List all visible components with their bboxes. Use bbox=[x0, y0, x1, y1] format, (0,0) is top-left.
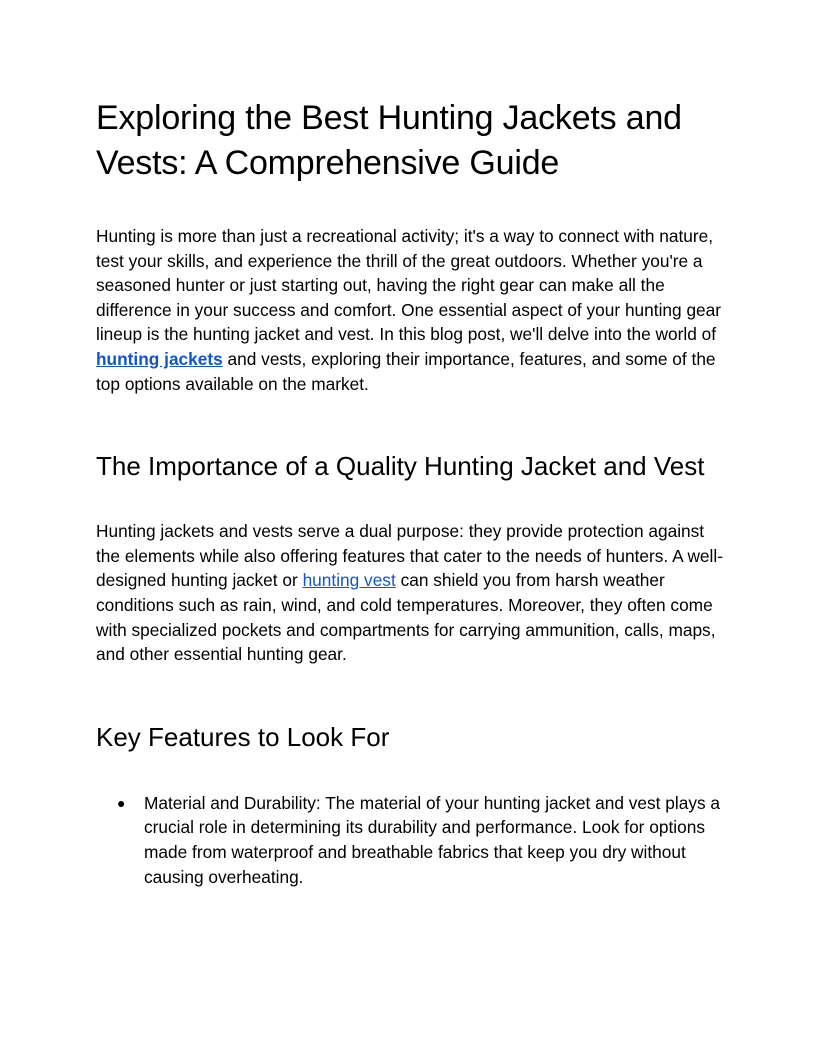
intro-paragraph bbox=[96, 224, 726, 396]
hunting-vest-link[interactable]: hunting vest bbox=[302, 570, 396, 591]
intro-text-after-link: and vests, exploring their importance, features, and some of the top options available on the market. bbox=[96, 348, 716, 394]
document-page bbox=[96, 96, 726, 889]
list-item bbox=[96, 791, 726, 889]
page-title: Exploring the Best Hunting Jackets and Vests: A Comprehensive Guide bbox=[96, 99, 682, 182]
intro-text-before-link: Hunting is more than just a recreational activity; it's a way to connect with nature, test your skills, and experience the thrill of the great outdoors. Whether you're a seasoned hunter or just starting out, having the right gear can make all the difference in your success and comfort. One essential aspect of your hunting gear lineup is the hunting jacket and vest. In this blog post, we'll delve into the world of bbox=[96, 226, 722, 345]
importance-text-after-link: can shield you from harsh weather conditions such as rain, wind, and cold temperatures. Moreover, they often come with specialized pockets and compartments for carrying ammunition, calls, maps, and other essential hunting gear. bbox=[96, 570, 716, 665]
bullet-icon: ● bbox=[117, 794, 126, 811]
list-item-text: Material and Durability: The material of your hunting jacket and vest plays a crucial role in determining its durability and performance. Look for options made from waterproof and breathable fabrics that keep you dry without causing overheating. bbox=[144, 792, 721, 887]
features-heading: Key Features to Look For bbox=[96, 721, 390, 752]
importance-text-before-link: Hunting jackets and vests serve a dual purpose: they provide protection against the elements while also offering features that cater to the needs of hunters. A well-designed hunting jacket or bbox=[96, 521, 723, 591]
features-list bbox=[96, 791, 726, 889]
importance-heading: The Importance of a Quality Hunting Jacket and Vest bbox=[96, 451, 705, 482]
importance-paragraph bbox=[96, 519, 726, 667]
hunting-jackets-link[interactable]: hunting jackets bbox=[96, 348, 223, 369]
